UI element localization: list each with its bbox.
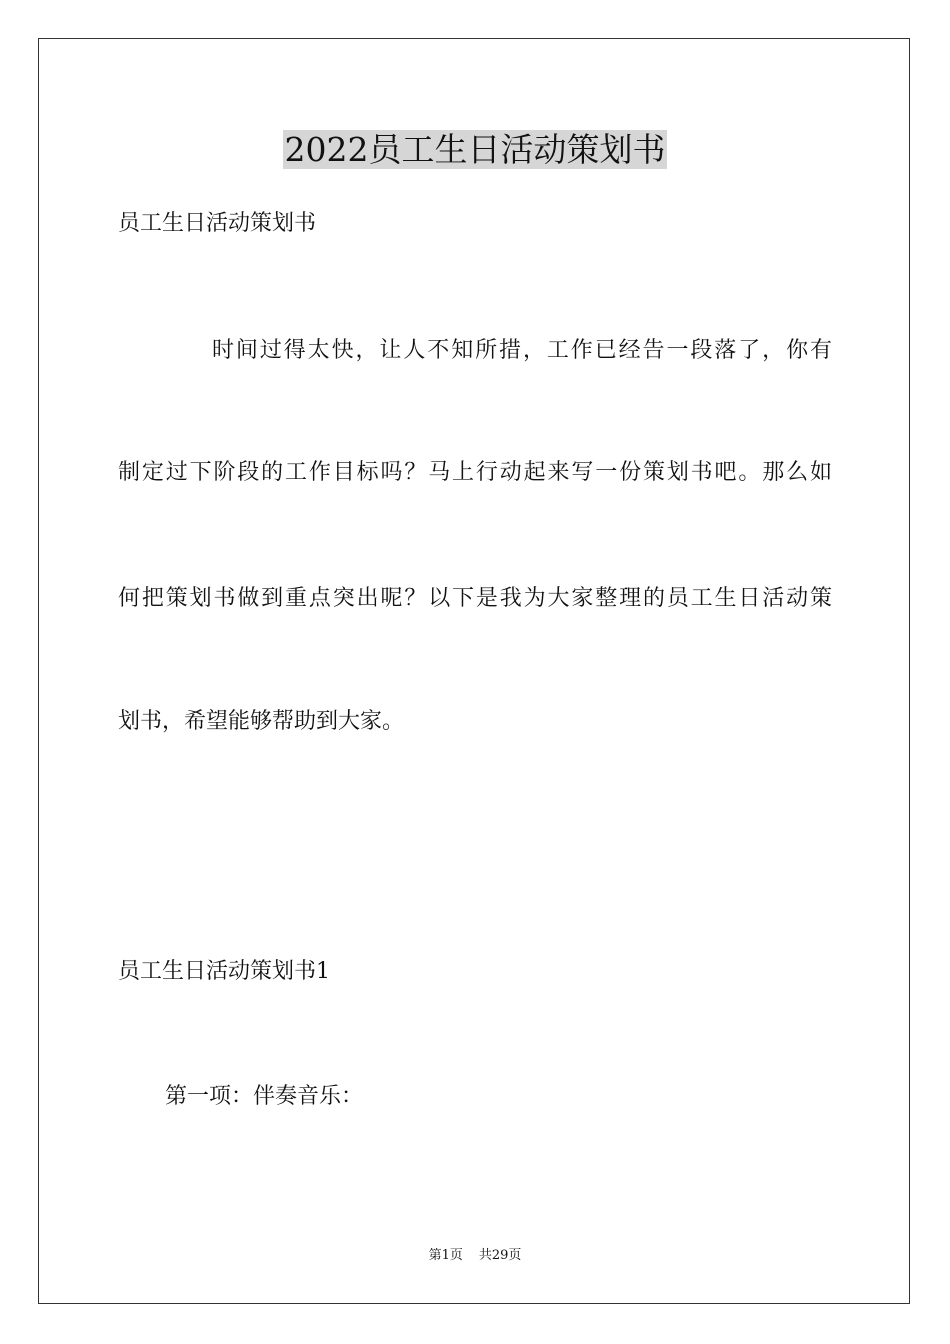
intro-line-3: 何把策划书做到重点突出呢？以下是我为大家整理的员工生日活动策 [118,586,832,611]
page-footer [0,1247,950,1265]
document-title [0,128,950,172]
page-number: 第1页 [428,1248,463,1263]
list-item: 第一项：伴奏音乐： [165,1084,364,1109]
section-heading: 员工生日活动策划书1 [118,959,330,984]
document-title-text: 2022员工生日活动策划书 [284,130,666,169]
intro-line-4: 划书，希望能够帮助到大家。 [118,709,405,734]
intro-line-2: 制定过下阶段的工作目标吗？马上行动起来写一份策划书吧。那么如 [118,460,832,485]
intro-line-1: 时间过得太快，让人不知所措，工作已经告一段落了，你有 [212,338,832,363]
document-subtitle: 员工生日活动策划书 [118,211,317,236]
page-total: 共29页 [478,1248,522,1263]
